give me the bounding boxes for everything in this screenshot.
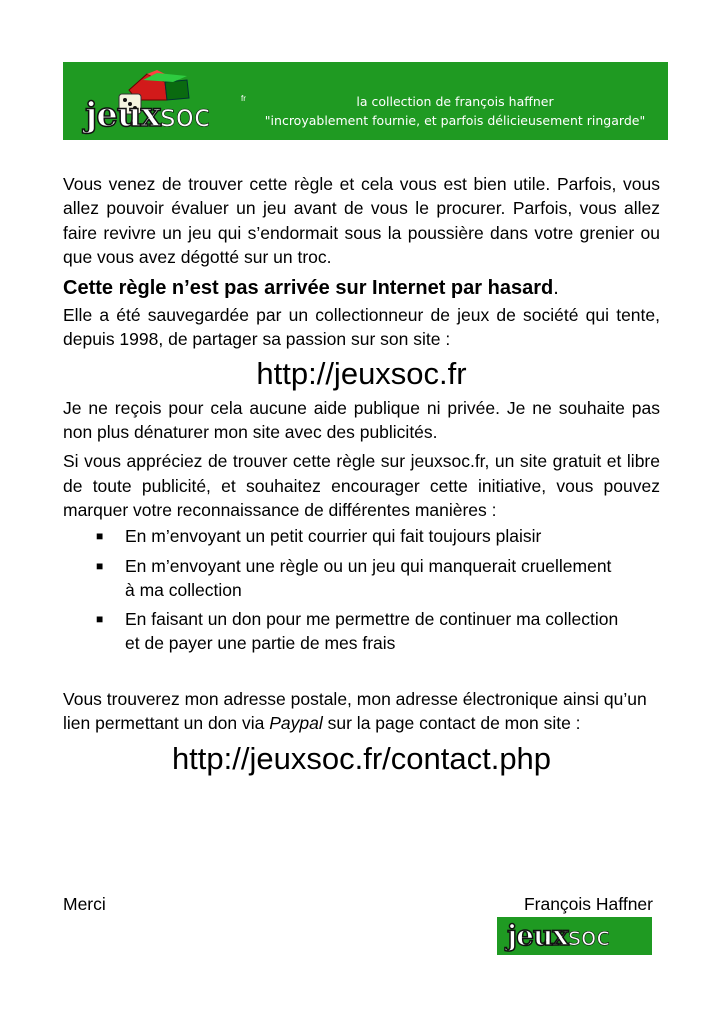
thanks-text: Merci <box>63 894 106 914</box>
list-item-text: En faisant un don pour me permettre de continuer ma collection et de payer une partie de mes frais <box>125 609 619 654</box>
header-banner <box>63 62 668 140</box>
intro-paragraph: Vous venez de trouver cette règle et cela vous est bien utile. Parfois, vous allez pouvoir évaluer un jeu avant de vous le procurer. Parfois, vous allez faire revivre un jeu qui s’endormait sous la poussière dans votre grenier ou que vous avez dégotté sur un troc. <box>63 174 660 267</box>
footer-logo <box>497 917 652 955</box>
contact-paragraph <box>63 687 660 736</box>
headline-text: Cette règle n’est pas arrivée sur Internet par hasard <box>63 277 554 300</box>
main-content <box>63 172 660 781</box>
support-paragraph: Si vous appréciez de trouver cette règle sur jeuxsoc.fr, un site gratuit et libre de toute publicité, et souhaitez encourager cette initiative, vous pouvez marquer votre reconnaissance de différentes manières : <box>63 451 660 520</box>
logo-fr-text: fr <box>241 94 246 103</box>
list-item <box>63 554 625 603</box>
tagline-line-1: la collection de françois haffner <box>356 94 554 109</box>
site-url-link[interactable]: http://jeuxsoc.fr <box>256 355 467 391</box>
logo-jeux-text: jeux <box>85 95 160 135</box>
contact-text-end: sur la page contact de mon site : <box>322 713 581 734</box>
contact-text-start: Vous trouverez mon adresse postale, mon adresse électronique ainsi qu’un lien permettant un don via <box>63 688 647 734</box>
headline-period: . <box>553 277 559 300</box>
logo-soc-text: soc <box>159 99 211 134</box>
banner-tagline <box>253 92 657 130</box>
bullet-icon: ■ <box>96 529 104 544</box>
list-item <box>63 524 625 548</box>
list-item <box>63 607 625 656</box>
bullet-icon: ■ <box>96 558 104 573</box>
tagline-line-2: "incroyablement fournie, et parfois délicieusement ringarde" <box>264 113 646 128</box>
footer-logo-soc-text: soc <box>568 922 611 951</box>
list-item-text: En m’envoyant une règle ou un jeu qui manquerait cruellement à ma collection <box>125 555 612 600</box>
support-list <box>63 524 660 655</box>
no-funding-paragraph: Je ne reçois pour cela aucune aide publique ni privée. Je ne souhaite pas non plus dénaturer mon site avec des publicités. <box>63 397 660 443</box>
collector-paragraph: Elle a été sauvegardée par un collectionneur de jeux de société qui tente, depuis 1998, de partager sa passion sur son site : <box>63 305 660 350</box>
list-item-text: En m’envoyant un petit courrier qui fait toujours plaisir <box>125 526 542 547</box>
bullet-icon: ■ <box>96 612 104 627</box>
contact-url-link[interactable]: http://jeuxsoc.fr/contact.php <box>171 741 552 777</box>
headline <box>63 275 660 301</box>
signature: François Haffner <box>523 894 653 914</box>
footer-logo-jeux-text: jeux <box>507 919 568 952</box>
paypal-text: Paypal <box>269 713 323 734</box>
